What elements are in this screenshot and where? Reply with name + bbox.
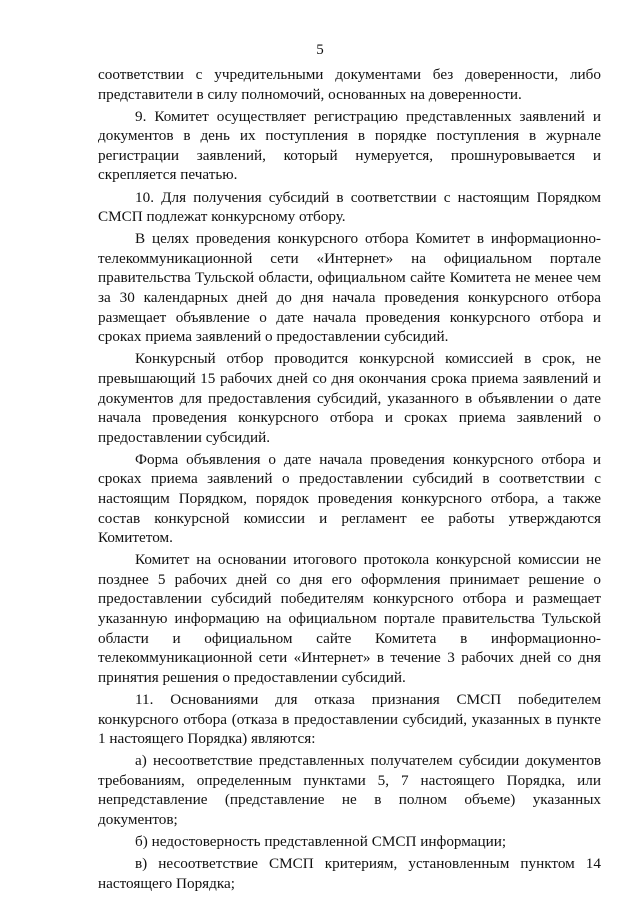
paragraph: а) несоответствие представленных получателем субсидии документов требованиям, определенным пунктами 5, 7 настоящего Порядка, или непредставление (представление не в полном объеме) указанных документов; (98, 752, 601, 828)
paragraph: б) недостоверность представленной СМСП информации; (135, 833, 507, 851)
page-number: 5 (316, 42, 324, 58)
paragraph: 11. Основаниями для отказа признания СМСП победителем конкурсного отбора (отказа в предоставлении субсидий, указанных в пункте 1 настоящего Порядка) являются: (98, 690, 601, 748)
paragraph: Комитет на основании итогового протокола конкурсной комиссии не позднее 5 рабочих дней со дня его оформления принимает решение о предоставлении субсидий победителям конкурсного отбора и размещает указанную информацию на официальном портале правительства Тульской области и официальном сайте Комитета в информационно-телекоммуникационной сети «Интернет» в течение 3 рабочих дней со дня принятия решения о предоставлении субсидий. (98, 551, 601, 686)
paragraph: в) несоответствие СМСП критериям, установленным пунктом 14 настоящего Порядка; (98, 855, 601, 892)
paragraph: В целях проведения конкурсного отбора Комитет в информационно-телекоммуникационной сети «Интернет» на официальном портале правительства Тульской области, официальном сайте Комитета не менее чем за 30 календарных дней до дня начала проведения конкурсного отбора размещает объявление о дате начала проведения конкурсного отбора и сроках приема заявлений о предоставлении субсидий. (98, 230, 601, 346)
document-body (98, 65, 601, 896)
paragraph: 10. Для получения субсидий в соответствии с настоящим Порядком СМСП подлежат конкурсному отбору. (98, 188, 601, 226)
paragraph: соответствии с учредительными документами без доверенности, либо представители в силу полномочий, основанных на доверенности. (98, 66, 601, 103)
paragraph: Форма объявления о дате начала проведения конкурсного отбора и сроках приема заявлений о предоставлении субсидий в соответствии с настоящим Порядком, порядок проведения конкурсного отбора, а также состав конкурсной комиссии и регламент ее работы утверждаются Комитетом. (98, 450, 601, 547)
paragraph: 9. Комитет осуществляет регистрацию представленных заявлений и документов в день их поступления в порядке поступления в журнале регистрации заявлений, который нумеруется, прошнуровывается и скрепляется печатью. (98, 107, 601, 184)
paragraph: Конкурсный отбор проводится конкурсной комиссией в срок, не превышающий 15 рабочих дней со дня окончания срока приема заявлений и документов для предоставления субсидий, указанного в объявлении о дате начала проведения конкурсного отбора и сроках приема заявлений о предоставлении субсидий. (98, 350, 601, 446)
